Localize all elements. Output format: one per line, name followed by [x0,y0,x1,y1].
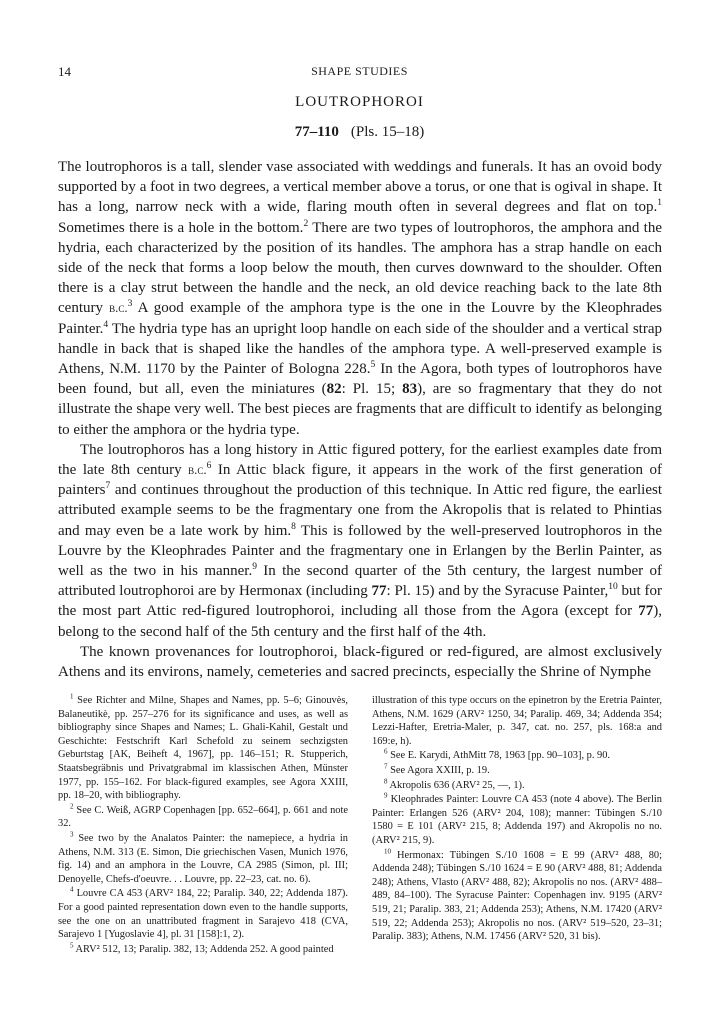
footnote: $^{10}$ Hermonax: Tübingen S./10 1608 = E 99 (ARV² 488, 80; Addenda 248); Tübingen S./10 1624 = E 90 (ARV² 488, 81; Addenda 248); Athens, Vlasto (ARV² 488, 82); Akropolis no nos. (ARV² 488–489, 84–100). The Syracuse Painter: Copenhagen inv. 9195 (ARV² 519, 21; Paralip. 383, 21; Addenda 253); Athens, N.M. 17420 (ARV² 519, 22; Addenda 253); Akropolis no nos. (ARV² 519–520, 23–31; Paralip. 383); Athens, N.M. 17456 (ARV² 520, 31 bis). [372,847,662,943]
paragraph-1: The loutrophoros is a tall, slender vase associated with weddings and funerals. It has an ovoid body supported by a foot in two degrees, a vertical member above a torus, or one that is ogival in shape. It has a long, narrow neck with a wide, flaring mouth often in several degrees and flat on top.$^1$ Sometimes there is a hole in the bottom.$^2$ There are two types of loutrophoros, the amphora and the hydria, each characterized by the position of its handles. The amphora has a strap handle on each side of the neck that forms a loop below the mouth, then curves downward to the shoulder. Often there is a clay strut between the handle and the neck, an old device reaching back to the late 8th century b.c.$^3$ A good example of the amphora type is the one in the Louvre by the Kleophrades Painter.$^4$ The hydria type has an upright loop handle on each side of the shoulder and a vertical strap handle in back that is shaped like the handles of the amphora type. A well-preserved example is Athens, N.M. 1170 by the Painter of Bologna 228.$^5$ In the Agora, both types of loutrophoros have been found, but all, even the miniatures (82: Pl. 15; 83), are so fragmentary that they do not illustrate the shape very well. The best pieces are fragments that are difficult to identify as belonging to either the amphora or the hydria type. [58,159,662,438]
footnote-ref[interactable]: 5 [370,360,376,371]
page-number: 14 [58,64,71,79]
footnote: $^2$ See C. Weiß, AGRP Copenhagen [pp. 652–664], p. 661 and note 32. [58,802,348,830]
footnote: $^8$ Akropolis 636 (ARV² 25, —, 1). [384,777,525,791]
footnote-ref[interactable]: 3 [127,299,133,310]
catalog-ref: 82 [326,381,342,398]
footnote-ref[interactable]: 8 [291,521,296,532]
section-title: LOUTROPHOROI [295,94,424,110]
catalog-ref: 83 [402,381,418,398]
footnote-ref[interactable]: 9 [252,562,257,573]
running-head: SHAPE STUDIES [311,64,408,78]
catalog-number-range: 77–110 [294,124,339,140]
footnote-column-left [58,694,348,957]
footnote: $^5$ ARV² 512, 13; Paralip. 382, 13; Addenda 252. A good painted [70,941,334,955]
footnote-column-right [372,694,662,957]
footnote-continued: illustration of this type occurs on the epinetron by the Eretria Painter, Athens, N.M. 1629 (ARV² 1250, 34; Paralip. 469, 34; Addenda 354; Lezzi-Hafter, Eretria-Maler, p. 347, cat. no. 257, pls. 168:a and 169:e, h). [372,695,662,747]
catalog-ref: 77 [371,583,387,600]
footnote: $^7$ See Agora XXIII, p. 19. [384,762,490,776]
footnote: $^9$ Kleophrades Painter: Louvre CA 453 (note 4 above). The Berlin Painter: Erlangen 526 (ARV² 204, 108); manner: Tübingen S./10 1580 = E 101 (ARV² 215, 8; Addenda 197) and Akropolis no no. (ARV² 215, 9). [372,791,662,846]
footnote-ref[interactable]: 7 [105,481,111,492]
catalog-range [0,124,719,141]
footnote-ref[interactable]: 2 [303,218,309,229]
footnote: $^3$ See two by the Analatos Painter: the namepiece, a hydria in Athens, N.M. 313 (E. Simon, Die griechischen Vasen, Munich 1976, fig. 14) and an amphora in the Louvre, CA 2985 (Simon, pl. III; Denoyelle, Chefs-d'oeuvre. . . Louvre, pp. 22–23, cat. no. 6). [58,830,348,885]
footnote: $^1$ See Richter and Milne, Shapes and Names, pp. 5–6; Ginouvès, Balaneutikè, pp. 257–276 for its significance and uses, as well as bibliography since Shapes and Names; L. Ghali-Kahil, Gestalt und Geschichte: Festschrift Karl Schefold zu seinem sechzigsten Geburtstag [AK, Beiheft 4, 1967], pp. 146–151; R. Stupperich, Staatsbegräbnis und Privatgrabmal im klassischen Athen, Münster 1977, pp. 155–162. For black-figured examples, see Agora XXIII, pp. 18–20, with bibliography. [58,692,348,802]
paragraph-3: The known provenances for loutrophoroi, black-figured or red-figured, are almost exclusively Athens and its environs, namely, cemeteries and sacred precincts, especially the Shrine of Nymphe [58,643,662,681]
body-text [58,157,662,682]
footnote-ref[interactable]: 4 [103,319,109,330]
paragraph-2: The loutrophoros has a long history in Attic figured pottery, for the earliest examples date from the late 8th century b.c.$^6$ In Attic black figure, it appears in the work of the first generation of painters$^7$ and continues throughout the production of this technique. In Attic red figure, the earliest attributed example seems to be the fragmentary one from the Akropolis that is related to Phintias and may even be a late work by him.$^8$ This is followed by the well-preserved loutrophoros in the Louvre by the Kleophrades Painter and the fragmentary one in Erlangen by the Berlin Painter, as well as the two in his manner.$^9$ In the second quarter of the 5th century, the largest number of attributed loutrophoroi are by Hermonax (including 77: Pl. 15) and by the Syracuse Painter,$^{10}$ but for the most part Attic red-figured loutrophoroi, including all those from the Agora (except for 77), belong to the second half of the 5th century and the first half of the 4th. [58,441,662,640]
footnote: $^6$ See E. Karydi, AthMitt 78, 1963 [pp. 90–103], p. 90. [384,747,611,762]
catalog-ref: 77 [638,603,654,620]
footnote-ref[interactable]: 1 [657,198,662,209]
footnotes [58,694,662,957]
footnote: $^4$ Louvre CA 453 (ARV² 184, 22; Paralip. 340, 22; Addenda 187). For a good painted representation down even to the handle supports, see the one on an unattributed fragment in Sarajevo 418 (CVA, Sarajevo 1 [Yugoslavie 4], pl. 31 [158]:1, 2). [58,885,348,941]
footnote-ref[interactable]: 10 [608,582,618,593]
plates-reference: (Pls. 15–18) [350,124,425,140]
footnote-ref[interactable]: 6 [206,461,212,472]
